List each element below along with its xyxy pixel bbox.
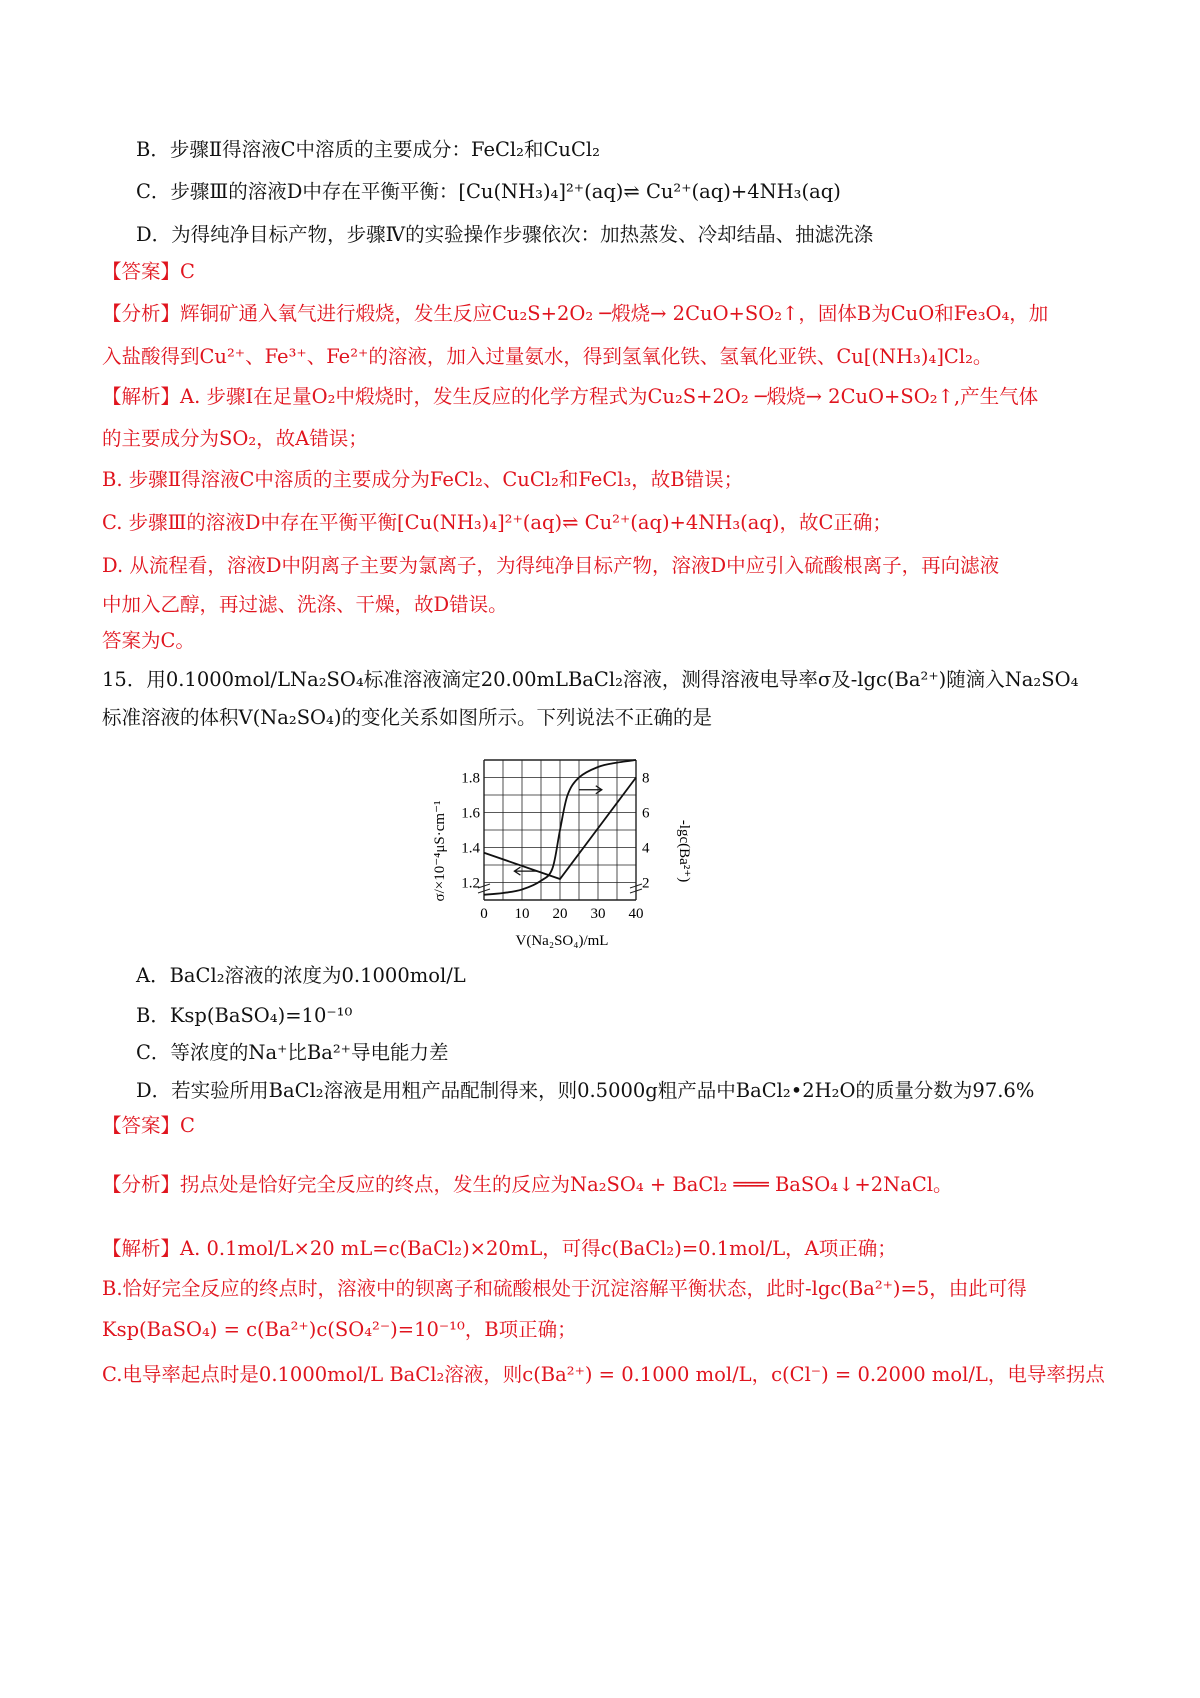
- q14-option-d: D．为得纯净目标产物，步骤Ⅳ的实验操作步骤依次：加热蒸发、冷却结晶、抽滤洗涤: [136, 223, 874, 246]
- y-tick-label: 1.8: [461, 770, 480, 787]
- q14-explain-a1: 【解析】A. 步骤Ⅰ在足量O₂中煅烧时，发生反应的化学方程式为Cu₂S+2O₂ ─煅烧→ 2CuO+SO₂↑,产生气体: [102, 385, 1039, 408]
- x-tick-label: 10: [514, 906, 530, 922]
- chart-ticks: [461, 771, 650, 923]
- y2-tick-label: 2: [642, 875, 650, 892]
- q14-analysis-line2: 入盐酸得到Cu²⁺、Fe³⁺、Fe²⁺的溶液，加入过量氨水，得到氢氧化铁、氢氧化亚铁、Cu[(NH₃)₄]Cl₂。: [102, 345, 993, 368]
- q15-explain-b1: B.恰好完全反应的终点时，溶液中的钡离子和硫酸根处于沉淀溶解平衡状态，此时-lgc(Ba²⁺)=5，由此可得: [102, 1277, 1027, 1300]
- q15-explain-c: C.电导率起点时是0.1000mol/L BaCl₂溶液，则c(Ba²⁺) = 0.1000 mol/L，c(Cl⁻) = 0.2000 mol/L，电导率拐点: [102, 1363, 1105, 1386]
- titration-chart: [432, 748, 692, 953]
- y2-tick-label: 8: [642, 770, 650, 787]
- q14-answer: 【答案】C: [102, 260, 195, 283]
- q14-option-c: C．步骤Ⅲ的溶液D中存在平衡平衡：[Cu(NH₃)₄]²⁺(aq)⇌ Cu²⁺(aq)+4NH₃(aq): [136, 180, 841, 203]
- q15-option-a: A．BaCl₂溶液的浓度为0.1000mol/L: [136, 964, 466, 987]
- x-tick-label: 40: [628, 906, 644, 922]
- q14-explain-a2: 的主要成分为SO₂，故A错误；: [102, 427, 368, 450]
- q15-option-d: D．若实验所用BaCl₂溶液是用粗产品配制得来，则0.5000g粗产品中BaCl₂•2H₂O的质量分数为97.6%: [136, 1079, 1035, 1102]
- q14-explain-c: C. 步骤Ⅲ的溶液D中存在平衡平衡[Cu(NH₃)₄]²⁺(aq)⇌ Cu²⁺(aq)+4NH₃(aq)，故C正确；: [102, 511, 892, 534]
- q14-explain-d2: 中加入乙醇，再过滤、洗涤、干燥，故D错误。: [102, 593, 508, 616]
- y-tick-label: 1.6: [461, 805, 480, 822]
- q15-explain-b2: Ksp(BaSO₄) = c(Ba²⁺)c(SO₄²⁻)=10⁻¹⁰，B项正确；: [102, 1318, 577, 1341]
- y-tick-label: 1.2: [461, 875, 480, 892]
- q14-explain-d1: D. 从流程看，溶液D中阴离子主要为氯离子，为得纯净目标产物，溶液D中应引入硫酸根离子，再向滤液: [102, 554, 1000, 577]
- q14-analysis-line1: 【分析】辉铜矿通入氧气进行煅烧，发生反应Cu₂S+2O₂ ─煅烧→ 2CuO+SO₂↑，固体B为CuO和Fe₃O₄，加: [102, 302, 1049, 325]
- x-tick-label: 0: [480, 906, 488, 922]
- y-tick-label: 1.4: [461, 840, 480, 857]
- q15-stem-line1: 15．用0.1000mol/LNa₂SO₄标准溶液滴定20.00mLBaCl₂溶液，测得溶液电导率σ及-lgc(Ba²⁺)随滴入Na₂SO₄: [102, 668, 1079, 691]
- q15-option-b: B．Ksp(BaSO₄)=10⁻¹⁰: [136, 1004, 353, 1027]
- y2-tick-label: 6: [642, 805, 650, 822]
- arrow-right: [579, 786, 602, 794]
- q15-explain-a: 【解析】A. 0.1mol/L×20 mL=c(BaCl₂)×20mL，可得c(BaCl₂)=0.1mol/L，A项正确；: [102, 1237, 897, 1260]
- q15-answer: 【答案】C: [102, 1114, 195, 1137]
- q14-final-answer: 答案为C。: [102, 629, 195, 652]
- x-tick-label: 20: [552, 906, 568, 922]
- x-tick-label: 30: [590, 906, 606, 922]
- q15-stem-line2: 标准溶液的体积V(Na₂SO₄)的变化关系如图所示。下列说法不正确的是: [102, 706, 712, 729]
- chart-ylabel: σ/×10⁻⁴μS·cm⁻¹: [432, 800, 448, 902]
- arrow-left: [514, 867, 537, 875]
- chart-xlabel: V(Na₂SO₄)/mL: [515, 933, 609, 949]
- q15-analysis: 【分析】拐点处是恰好完全反应的终点，发生的反应为Na₂SO₄ + BaCl₂ ═══ BaSO₄↓+2NaCl。: [102, 1173, 953, 1196]
- q14-explain-b: B. 步骤Ⅱ得溶液C中溶质的主要成分为FeCl₂、CuCl₂和FeCl₃，故B错误；: [102, 468, 744, 491]
- q15-option-c: C．等浓度的Na⁺比Ba²⁺导电能力差: [136, 1041, 449, 1064]
- chart-y2label: -lgc(Ba²⁺): [676, 819, 692, 883]
- q14-option-b: B．步骤Ⅱ得溶液C中溶质的主要成分：FeCl₂和CuCl₂: [136, 138, 600, 161]
- y2-tick-label: 4: [642, 840, 650, 857]
